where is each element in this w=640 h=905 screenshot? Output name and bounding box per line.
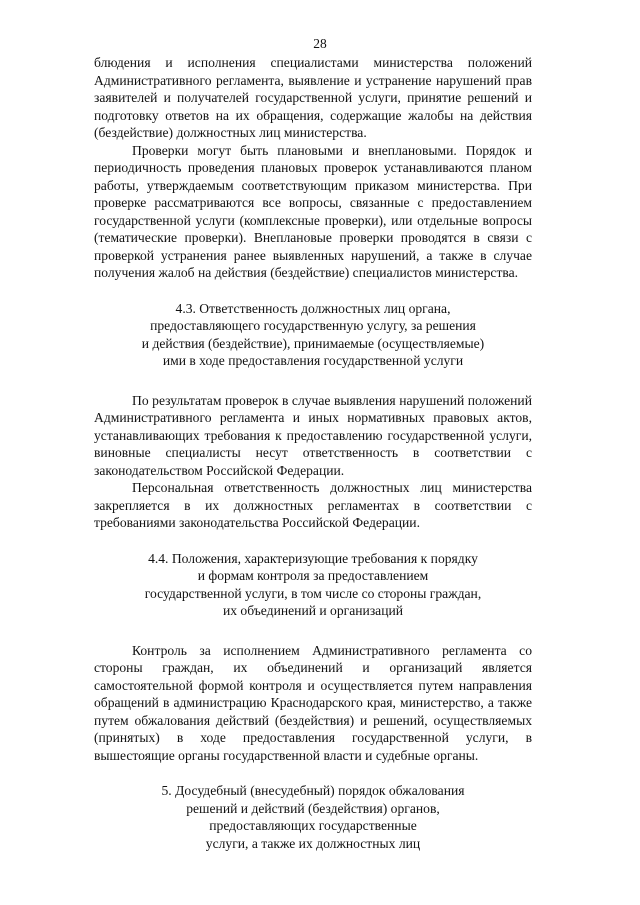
heading-4-3-line-3: и действия (бездействие), принимаемые (осуществляемые) bbox=[141, 335, 485, 351]
heading-5 bbox=[94, 782, 532, 852]
heading-4-4-line-3: государственной услуги, в том числе со стороны граждан, bbox=[144, 585, 482, 601]
paragraph-inspections-types: Проверки могут быть плановыми и внеплановыми. Порядок и периодичность проведения плановых проверок устанавливаются планом работы, утверждаемым соответствующим приказом министерства. При проверке рассматриваются все вопросы, связанные с предоставлением государственной услуги (комплексные проверки), или отдельные вопросы (тематические проверки). Внеплановые проверки проводятся в связи с проверкой устранения ранее выявленных нарушений, а также в случае получения жалоб на действия (бездействие) специалистов министерства. bbox=[94, 142, 532, 280]
heading-4-4-line-1: 4.4. Положения, характеризующие требования к порядку bbox=[148, 550, 478, 566]
paragraph-personal-responsibility: Персональная ответственность должностных лиц министерства закрепляется в их должностных регламентах в соответствии с требованиями законодательства Российской Федерации. bbox=[94, 480, 532, 530]
paragraph-citizen-control: Контроль за исполнением Административного регламента со стороны граждан, их объединений и организаций является самостоятельной формой контроля и осуществляется путем направления обращений в администрацию Краснодарского края, министерство, а также путем обжалования действий (бездействия) и решений, осуществляемых (принятых) в ходе предоставления государственной услуги, в вышестоящие органы государственной власти и судебные органы. bbox=[94, 642, 532, 763]
heading-4-3-line-1: 4.3. Ответственность должностных лиц органа, bbox=[175, 300, 451, 316]
heading-5-line-3: предоставляющих государственные bbox=[209, 818, 417, 833]
heading-4-4-line-4: их объединений и организаций bbox=[222, 603, 404, 618]
paragraph-responsibility: По результатам проверок в случае выявления нарушений положений Административного регламента и иных нормативных правовых актов, устанавливающих требования к предоставлению государственной услуги, виновные специалисты несут ответственность в соответствии с законодательством Российской Федерации. bbox=[94, 392, 532, 478]
heading-5-line-4: услуги, а также их должностных лиц bbox=[205, 835, 421, 851]
page-number: 28 bbox=[313, 36, 327, 51]
paragraph-monitoring-scope: блюдения и исполнения специалистами министерства положений Административного регламента, выявление и устранение нарушений прав заявителей и получателей государственной услуги, принятие решений и подготовку ответов на их обращения, содержащие жалобы на действия (бездействие) должностных лиц министерства. bbox=[94, 55, 532, 140]
heading-4-4-line-2: и формам контроля за предоставлением bbox=[197, 568, 429, 583]
heading-4-3 bbox=[94, 300, 532, 370]
heading-4-3-line-4: ими в ходе предоставления государственной услуги bbox=[162, 353, 464, 368]
heading-5-line-1: 5. Досудебный (внесудебный) порядок обжалования bbox=[161, 783, 465, 798]
heading-4-4 bbox=[94, 550, 532, 620]
heading-5-line-2: решений и действий (бездействия) органов, bbox=[186, 800, 440, 816]
document-body bbox=[94, 54, 532, 852]
heading-4-3-line-2: предоставляющего государственную услугу, за решения bbox=[150, 318, 476, 333]
